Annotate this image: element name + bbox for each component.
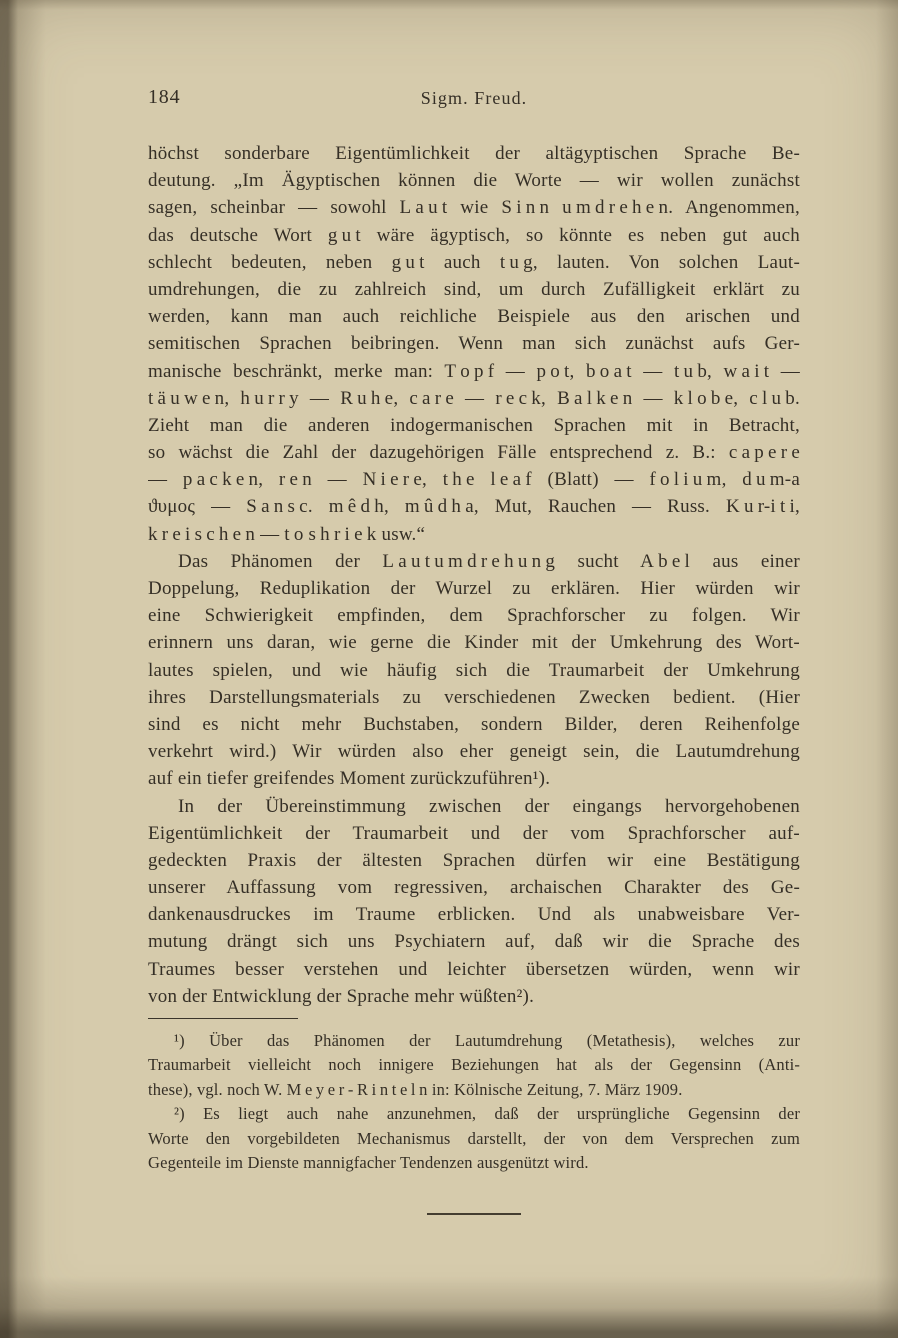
text-line: ϑυμος — S a n s c. m ê d h, m û d h a, Mut, Rauchen — Russ. K u r-i t i, [148,496,800,518]
text-line: lautes spielen, und wie häufig sich die Traumarbeit der Umkehrung [148,659,800,681]
text-line: sagen, scheinbar — sowohl L a u t wie S i n n u m d r e h e n. Angenommen, [148,197,800,219]
text-line: deutung. „Im Ägyptischen können die Worte — wir wollen zunächst [148,170,800,192]
text-line: dankenausdruckes im Traume erblicken. Und als unabweisbare Ver- [148,904,800,926]
body-text [148,140,800,1010]
text-line: das deutsche Wort g u t wäre ägyptisch, so könnte es neben gut auch [148,224,800,246]
text-line: Zieht man die anderen indogermanischen Sprachen mit in Betracht, [148,414,800,436]
text-line: höchst sonderbare Eigentümlichkeit der altägyptischen Sprache Be- [148,143,800,164]
text-line: von der Entwicklung der Sprache mehr wüßten²). [148,985,535,1007]
text-line: these), vgl. noch W. M e y e r - R i n t e l n in: Kölnische Zeitung, 7. März 1909. [148,1079,683,1099]
text-column [148,86,800,1215]
text-line: umdrehungen, die zu zahlreich sind, um durch Zufälligkeit erklärt zu [148,278,800,300]
page-header [148,86,800,114]
text-line: k r e i s c h e n — t o s h r i e k usw.“ [148,523,426,545]
footnotes [148,1029,800,1175]
text-line: gedeckten Praxis der ältesten Sprachen dürfen wir eine Bestätigung [148,849,800,871]
text-line: Traumarbeit vielleicht noch innigere Beziehungen hat als der Gegensinn (Anti- [148,1055,800,1075]
paragraph [148,1102,800,1175]
text-line: so wächst die Zahl der dazugehörigen Fälle entsprechend z. B.: c a p e r e [148,442,800,464]
text-line: erinnern uns daran, wie gerne die Kinder mit der Umkehrung des Wort- [148,632,800,654]
paragraph [148,140,800,548]
page-number: 184 [148,86,181,108]
text-line: sind es nicht mehr Buchstaben, sondern Bilder, deren Reihenfolge [148,713,800,735]
text-line: In der Übereinstimmung zwischen der eingangs hervorgehobenen [178,795,800,817]
text-line: unserer Auffassung vom regressiven, archaischen Charakter des Ge- [148,877,800,899]
text-line: ihres Darstellungsmaterials zu verschiedenen Zwecken bedient. (Hier [148,686,800,708]
text-line: Gegenteile im Dienste mannigfacher Tendenzen ausgenützt wird. [148,1152,589,1172]
text-line: ²) Es liegt auch nahe anzunehmen, daß der ursprüngliche Gegensinn der [174,1104,800,1124]
text-line: Eigentümlichkeit der Traumarbeit und der vom Sprachforscher auf- [148,822,800,844]
text-line: eine Schwierigkeit empfinden, dem Sprachforscher zu folgen. Wir [148,605,800,627]
text-line: auf ein tiefer greifendes Moment zurückzuführen¹). [148,768,551,790]
section-end-rule [427,1213,521,1215]
text-line: verkehrt wird.) Wir würden also eher geneigt sein, die Lautumdrehung [148,741,800,763]
text-line: manische beschränkt, merke man: T o p f — p o t, b o a t — t u b, w a i t — [148,360,800,382]
text-line: Das Phänomen der L a u t u m d r e h u n g sucht A b e l aus einer [178,550,800,572]
text-line: Worte den vorgebildeten Mechanismus darstellt, der von dem Versprechen zum [148,1128,800,1148]
text-line: Traumes besser verstehen und leichter übersetzen würden, wenn wir [148,958,800,980]
text-line: ¹) Über das Phänomen der Lautumdrehung (Metathesis), welches zur [174,1031,800,1050]
text-line: mutung drängt sich uns Psychiatern auf, daß wir die Sprache des [148,931,800,953]
text-line: Doppelung, Reduplikation der Wurzel zu erklären. Hier würden wir [148,578,800,599]
text-line: semitischen Sprachen beibringen. Wenn man sich zunächst aufs Ger- [148,333,800,355]
text-line: — p a c k e n, r e n — N i e r e, t h e l e a f (Blatt) — f o l i u m, d u m-a [148,469,800,491]
text-line: schlecht bedeuten, neben g u t auch t u g, lauten. Von solchen Laut- [148,251,800,273]
paragraph [148,548,800,793]
running-header: Sigm. Freud. [420,88,528,108]
footnote-separator-rule [148,1018,298,1019]
paragraph [148,1029,800,1102]
text-line: t ä u w e n, h u r r y — R u h e, c a r e — r e c k, B a l k e n — k l o b e, c l u b. [148,387,800,409]
paragraph [148,793,800,1011]
text-line: werden, kann man auch reichliche Beispiele aus den arischen und [148,306,800,328]
